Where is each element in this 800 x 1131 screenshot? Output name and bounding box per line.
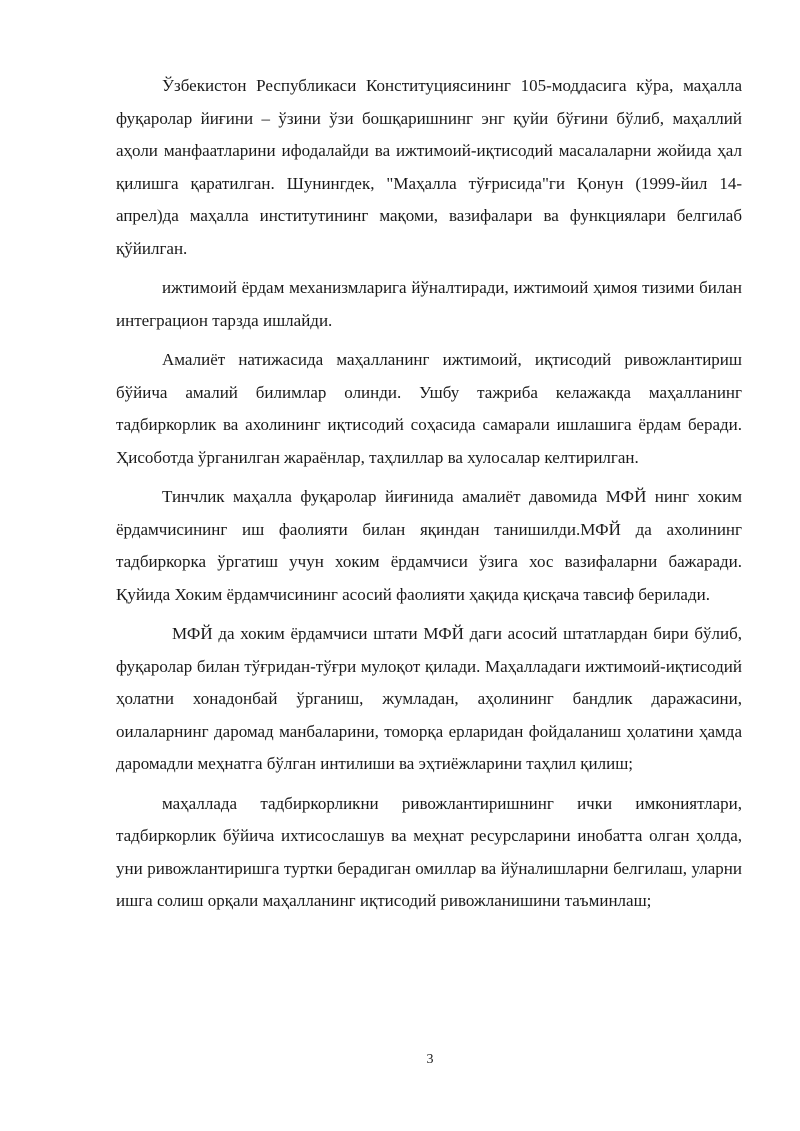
document-page (116, 70, 742, 925)
paragraph-social-assistance: ижтимоий ёрдам механизмларига йўналтиради, ижтимоий ҳимоя тизими билан интеграцион тарзда ишлайди. (116, 278, 742, 330)
page-number: 3 (426, 1052, 434, 1067)
paragraph-constitution: Ўзбекистон Республикаси Конституциясининг 105-моддасига кўра, маҳалла фуқаролар йиғини – ўзини ўзи бошқаришнинг энг қуйи бўғини бўлиб, маҳаллий аҳоли манфаатларини ифодалайди ва ижтимоий-иқтисодий масалаларни жойида ҳал қилишга қаратилган. Шунингдек, "Маҳалла тўғрисида"ги Қонун (1999-йил 14-апрел)да маҳалла институтининг мақоми, вазифалари ва функциялари белгилаб қўйилган. (116, 76, 742, 258)
paragraph-tinchlik-mahalla: Тинчлик маҳалла фуқаролар йиғинида амалиёт давомида МФЙ нинг хоким ёрдамчисининг иш фаолияти билан яқиндан танишилди.МФЙ да ахолининг тадбиркорка ўргатиш учун хоким ёрдамчиси ўзига хос вазифаларни бажаради. Қуйида Хоким ёрдамчисининг асосий фаолияти ҳақида қисқача тавсиф берилади. (116, 487, 742, 604)
paragraph-practice-results: Амалиёт натижасида маҳалланинг ижтимоий, иқтисодий ривожлантириш бўйича амалий билимлар олинди. Ушбу тажриба келажакда маҳалланинг тадбиркорлик ва ахолининг иқтисодий соҳасида самарали ишлашига ёрдам беради. Ҳисоботда ўрганилган жараёнлар, таҳлиллар ва хулосалар келтирилган. (116, 350, 742, 467)
paragraph-assistant-staff: МФЙ да хоким ёрдамчиси штати МФЙ даги асосий штатлардан бири бўлиб, фуқаролар билан тўғридан-тўғри мулоқот қилади. Маҳалладаги ижтимоий-иқтисодий ҳолатни хонадонбай ўрганиш, жумладан, аҳолининг бандлик даражасини, оилаларнинг даромад манбаларини, томорқа ерларидан фойдаланиш ҳолатини ҳамда даромадли меҳнатга бўлган интилиши ва эҳтиёжларини таҳлил қилиш; (116, 624, 742, 773)
paragraph-entrepreneurship: маҳаллада тадбиркорликни ривожлантиришнинг ички имкониятлари, тадбиркорлик бўйича ихтисослашув ва меҳнат ресурсларини инобатта олган ҳолда, уни ривожлантиришга туртки берадиган омиллар ва йўналишларни белгилаш, уларни ишга солиш орқали маҳалланинг иқтисодий ривожланишини таъминлаш; (116, 793, 742, 910)
